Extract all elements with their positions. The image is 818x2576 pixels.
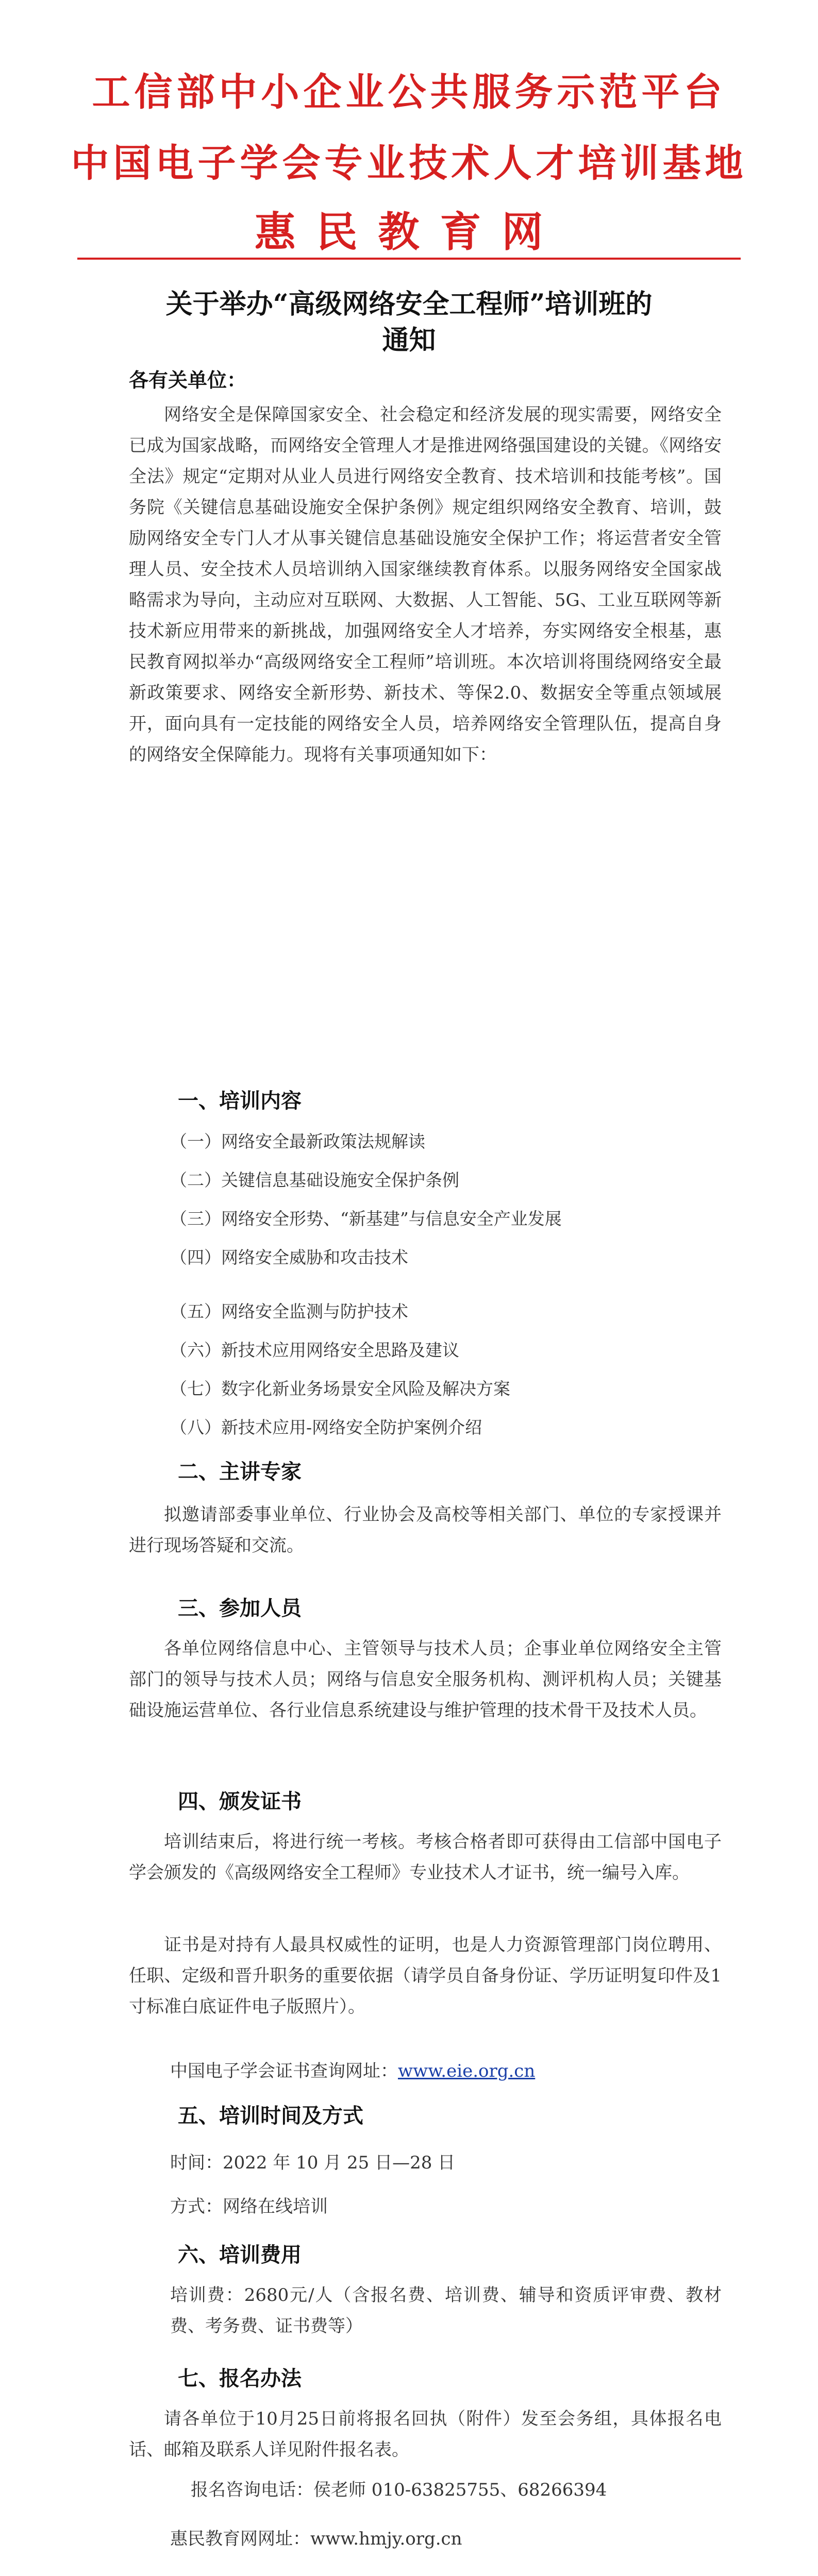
content-item-5: （五）网络安全监测与防护技术 (170, 1301, 408, 1321)
header-site-name: 惠民教育网 (254, 208, 564, 256)
intro-paragraph: 网络安全是保障国家安全、社会稳定和经济发展的现实需要，网络安全已成为国家战略，而网络安全管理人才是推进网络强国建设的关键。《网络安全法》规定“定期对从业人员进行网络安全教育、技术培训和技能考核”。国务院《关键信息基础设施安全保护条例》规定组织网络安全教育、培训，鼓励网络安全专门人才从事关键信息基础设施安全保护工作；将运营者安全管理人员、安全技术人员培训纳入国家继续教育体系。以服务网络安全国家战略需求为导向，主动应对互联网、大数据、人工智能、5G、工业互联网等新技术新应用带来的新挑战，加强网络安全人才培养，夯实网络安全根基，惠民教育网拟举办“高级网络安全工程师”培训班。本次培训将围绕网络安全最新政策要求、网络安全新形势、新技术、等保2.0、数据安全等重点领域展开，面向具有一定技能的网络安全人员，培养网络安全管理队伍，提高自身的网络安全保障能力。现将有关事项通知如下： (129, 404, 722, 765)
certificate-query-link[interactable]: www.eie.org.cn (398, 2061, 536, 2081)
content-item-7: （七）数字化新业务场景安全风险及解决方案 (170, 1379, 510, 1399)
section-training-content-title: 一、培训内容 (178, 1089, 302, 1113)
experts-text: 拟邀请部委事业单位、行业协会及高校等相关部门、单位的专家授课并进行现场答疑和交流。 (129, 1504, 722, 1556)
registration-text: 请各单位于10月25日前将报名回执（附件）发至会务组，具体报名电话、邮箱及联系人详见附件报名表。 (129, 2409, 722, 2460)
certificate-query-label: 中国电子学会证书查询网址： (170, 2061, 398, 2081)
certificate-query (170, 2056, 722, 2087)
content-item-4: （四）网络安全威胁和攻击技术 (170, 1247, 408, 1267)
training-mode: 方式：网络在线培训 (170, 2196, 328, 2217)
section-fee-title: 六、培训费用 (178, 2243, 302, 2267)
training-time: 时间：2022 年 10 月 25 日—28 日 (170, 2153, 456, 2173)
notice-title-line1: 关于举办“高级网络安全工程师”培训班的 (165, 289, 653, 320)
registration-phone: 报名咨询电话：侯老师 010-63825755、68266394 (191, 2480, 607, 2500)
section-time-title: 五、培训时间及方式 (178, 2104, 363, 2128)
header-platform-line: 工信部中小企业公共服务示范平台 (92, 70, 726, 114)
certificate-text-2: 证书是对持有人最具权威性的证明，也是人力资源管理部门岗位聘用、任职、定级和晋升职务的重要依据（请学员自备身份证、学历证明复印件及1寸标准白底证件电子版照片）。 (129, 1935, 722, 2017)
content-item-6: （六）新技术应用网络安全思路及建议 (170, 1340, 459, 1360)
greeting: 各有关单位： (129, 368, 247, 392)
section-participants-title: 三、参加人员 (178, 1596, 302, 1620)
content-item-1: （一）网络安全最新政策法规解读 (170, 1131, 425, 1151)
section-certificate-title: 四、颁发证书 (178, 1789, 302, 1814)
content-item-8: （八）新技术应用-网络安全防护案例介绍 (170, 1417, 482, 1437)
certificate-text-1: 培训结束后，将进行统一考核。考核合格者即可获得由工信部中国电子学会颁发的《高级网络安全工程师》专业技术人才证书，统一编号入库。 (129, 1832, 722, 1883)
header-divider (77, 258, 741, 260)
content-item-3: （三）网络安全形势、“新基建”与信息安全产业发展 (170, 1209, 562, 1229)
section-registration-title: 七、报名办法 (178, 2366, 302, 2391)
content-item-2: （二）关键信息基础设施安全保护条例 (170, 1170, 459, 1190)
section-experts-title: 二、主讲专家 (178, 1460, 302, 1484)
participants-text: 各单位网络信息中心、主管领导与技术人员；企事业单位网络安全主管部门的领导与技术人员；网络与信息安全服务机构、测评机构人员；关键基础设施运营单位、各行业信息系统建设与维护管理的技术骨干及技术人员。 (129, 1638, 722, 1721)
header-base-line: 中国电子学会专业技术人才培训基地 (71, 141, 747, 185)
fee-text: 培训费：2680元/人（含报名费、培训费、辅导和资质评审费、教材费、考务费、证书费等） (170, 2285, 722, 2336)
notice-title-line2: 通知 (382, 325, 436, 356)
registration-site: 惠民教育网网址：www.hmjy.org.cn (170, 2529, 462, 2549)
